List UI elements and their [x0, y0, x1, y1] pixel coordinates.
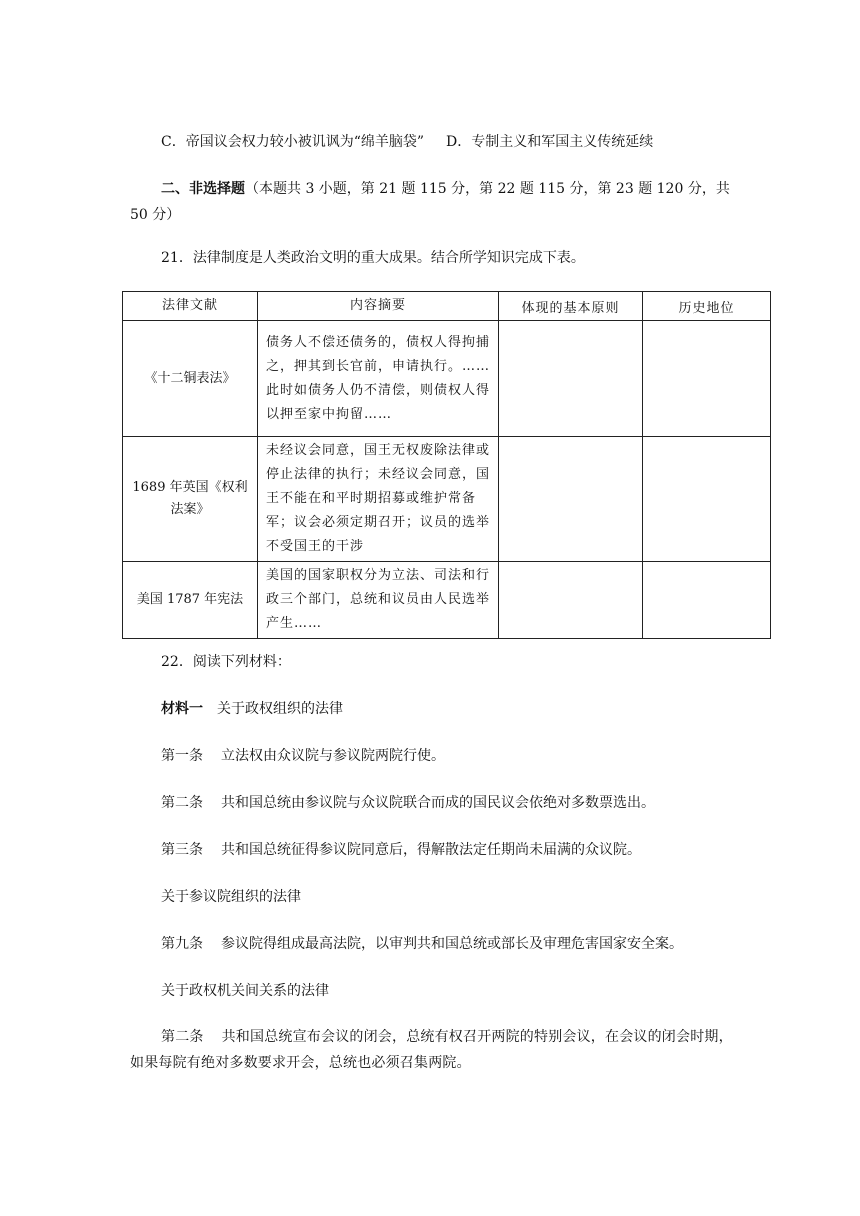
article-line	[161, 839, 734, 861]
cell-document: 《十二铜表法》	[123, 321, 258, 437]
article-text: 立法权由众议院与参议院两院行使。	[221, 748, 445, 764]
table-row	[123, 437, 771, 562]
option-d: D．专制主义和军国主义传统延续	[446, 134, 654, 150]
article-number: 第一条	[161, 748, 203, 764]
header-status: 历史地位	[643, 292, 771, 321]
article-line	[161, 792, 734, 814]
article-number: 第九条	[161, 936, 203, 952]
cell-principle-answer[interactable]	[499, 437, 643, 562]
article-line	[161, 745, 734, 767]
article-number: 第二条	[161, 1029, 204, 1045]
q22-prompt: 22．阅读下列材料：	[161, 654, 291, 670]
table-row	[123, 321, 771, 437]
cell-status-answer[interactable]	[643, 437, 771, 562]
material-one-title: 关于政权组织的法律	[217, 701, 343, 717]
law-title: 关于参议院组织的法律	[161, 889, 301, 905]
cell-summary: 美国的国家职权分为立法、司法和行政三个部门，总统和议员由人民选举产生……	[258, 562, 499, 639]
article-paragraph	[130, 1024, 734, 1076]
article-number: 第二条	[161, 795, 203, 811]
section-title: 二、非选择题	[161, 181, 245, 197]
material-one-label: 材料一	[161, 701, 203, 717]
material-one-heading	[161, 698, 734, 720]
header-document: 法律文献	[123, 292, 258, 321]
cell-principle-answer[interactable]	[499, 562, 643, 639]
article-text: 共和国总统征得参议院同意后，得解散法定任期尚未届满的众议院。	[221, 842, 641, 858]
law-title: 关于政权机关间关系的法律	[161, 983, 329, 999]
header-summary: 内容摘要	[258, 292, 499, 321]
table-row	[123, 562, 771, 639]
option-line	[161, 131, 734, 153]
section-heading	[130, 176, 734, 228]
cell-summary: 债务人不偿还债务的，债权人得拘捕之，押其到长官前，申请执行。……此时如债务人仍不清偿，则债权人得以押至家中拘留……	[258, 321, 499, 437]
article-number: 第三条	[161, 842, 203, 858]
cell-status-answer[interactable]	[643, 321, 771, 437]
article-text: 共和国总统由参议院与众议院联合而成的国民议会依绝对多数票选出。	[221, 795, 655, 811]
option-c: C．帝国议会权力较小被讥讽为“绵羊脑袋”	[161, 134, 425, 150]
cell-summary: 未经议会同意，国王无权废除法律或停止法律的执行；未经议会同意，国王不能在和平时期招募或维护常备军；议会必须定期召开；议员的选举不受国王的干涉	[258, 437, 499, 562]
cell-document: 美国 1787 年宪法	[123, 562, 258, 639]
cell-status-answer[interactable]	[643, 562, 771, 639]
article-text: 共和国总统宣布会议的闭会，总统有权召开两院的特别会议，在会议的闭会时期，如果每院有绝对多数要求开会，总统也必须召集两院。	[130, 1029, 733, 1071]
table-header-row	[123, 292, 771, 321]
q21-prompt: 21．法律制度是人类政治文明的重大成果。结合所学知识完成下表。	[161, 250, 585, 266]
cell-document: 1689 年英国《权利法案》	[123, 437, 258, 562]
law-table	[122, 291, 771, 639]
section-description: （本题共 3 小题，第 21 题 115 分，第 22 题 115 分，第 23 题 120 分，共 50 分）	[130, 181, 730, 223]
article-text: 参议院得组成最高法院，以审判共和国总统或部长及审理危害国家安全案。	[221, 936, 683, 952]
cell-principle-answer[interactable]	[499, 321, 643, 437]
article-line	[161, 933, 734, 955]
header-principle: 体现的基本原则	[499, 292, 643, 321]
